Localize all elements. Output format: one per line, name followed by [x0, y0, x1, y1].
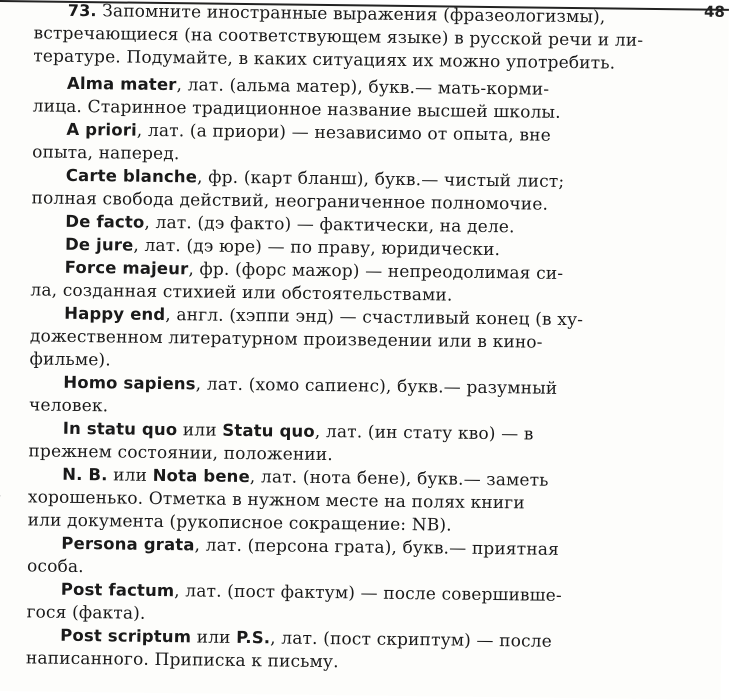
entry-term: De facto [65, 211, 145, 232]
entry-term: Post scriptum [60, 625, 192, 647]
entry-term-alt: P.S. [236, 627, 271, 648]
entry-continuation: или документа (рукописное сокращение: NB). [27, 510, 452, 536]
entry-post-factum [61, 580, 562, 606]
entry-definition: , англ. (хэппи энд) — счастливый конец (в ху- [165, 305, 584, 331]
exercise-line: тературе. Подумайте, в каких ситуациях их можно употребить. [33, 46, 616, 74]
entry-definition: , лат. (пост скриптум) — после [270, 628, 553, 652]
entry-term: N. B. [62, 464, 108, 485]
entry-continuation: фильме). [29, 349, 111, 371]
entry-persona-grata [61, 534, 559, 560]
page-number: 48 [703, 2, 726, 21]
exercise-number: 73. [67, 0, 97, 21]
entry-connector: или [190, 627, 237, 648]
entry-continuation: дожественном литературном произведении или в кино- [29, 326, 543, 353]
entry-connector: или [107, 465, 153, 486]
entry-carte-blanche [66, 166, 565, 192]
entry-term: Homo sapiens [63, 372, 196, 394]
entry-a-priori [66, 120, 551, 146]
entry-definition: , лат. (ин стату кво) — в [314, 421, 534, 445]
exercise-line: встречающиеся (на соответствующем языке) в русской речи и ли- [33, 23, 644, 51]
entry-continuation: особа. [26, 556, 84, 578]
entry-term: Force majeur [64, 257, 189, 279]
entry-term-alt: Nota bene [152, 465, 250, 487]
entry-definition: , фр. (карт бланш), букв.— чистый лист; [196, 167, 565, 192]
entry-happy-end [64, 304, 583, 330]
exercise-text: Запомните иностранные выражения (фразеологизмы), [102, 1, 606, 28]
entry-continuation: человек. [28, 395, 109, 417]
entry-definition: , лат. (пост фактум) — после совершивше- [174, 581, 562, 606]
entry-term-alt: Statu quo [222, 420, 315, 441]
entry-de-jure [65, 235, 500, 260]
margin-mark [0, 489, 2, 505]
entry-continuation: опыта, наперед. [32, 142, 180, 165]
entry-definition: , лат. (хомо сапиенс), букв.— разумный [195, 374, 558, 399]
entry-continuation: лица. Старинное традиционное название высшей школы. [32, 96, 561, 123]
entry-term: A priori [66, 119, 137, 140]
entry-force-majeur [65, 258, 564, 284]
entry-definition: , лат. (а приори) — независимо от опыта, вне [136, 120, 551, 146]
entry-definition: , лат. (дэ факто) — фактически, на деле. [144, 212, 515, 238]
entry-definition: , фр. (форс мажор) — непреодолимая си- [188, 259, 564, 284]
entry-definition: , лат. (нота бене), букв.— заметь [249, 467, 549, 491]
entry-continuation: ла, созданная стихией или обстоятельствами. [30, 280, 453, 306]
entry-definition: , лат. (персона грата), букв.— приятная [194, 535, 560, 560]
entry-post-scriptum [60, 626, 552, 652]
entry-continuation: написанного. Приписка к письму. [25, 648, 339, 673]
entry-term: Persona grata [61, 533, 195, 555]
entry-term: In statu quo [62, 418, 178, 440]
entry-term: Alma mater [66, 73, 177, 95]
entry-homo-sapiens [63, 373, 557, 399]
entry-definition: , лат. (альма матер), букв.— мать-корми- [176, 75, 550, 100]
entry-term: De jure [64, 234, 134, 255]
entry-term: Happy end [64, 303, 166, 325]
entry-de-facto [65, 212, 515, 237]
entry-term: Carte blanche [65, 165, 198, 187]
entry-continuation: хорошенько. Отметка в нужном месте на полях книги [27, 487, 525, 514]
entry-in-statu-quo [63, 419, 534, 445]
entry-continuation: полная свобода действий, неограниченное полномочие. [31, 188, 549, 215]
entry-definition: , лат. (дэ юре) — по праву, юридически. [133, 235, 501, 261]
entry-continuation: гося (факта). [26, 602, 146, 624]
entry-term: Post factum [60, 579, 175, 601]
entry-alma-mater [67, 74, 549, 100]
exercise-line [68, 1, 606, 28]
entry-continuation: прежнем состоянии, положении. [28, 441, 334, 466]
entry-nota-bene [62, 465, 549, 491]
entry-connector: или [177, 420, 223, 441]
